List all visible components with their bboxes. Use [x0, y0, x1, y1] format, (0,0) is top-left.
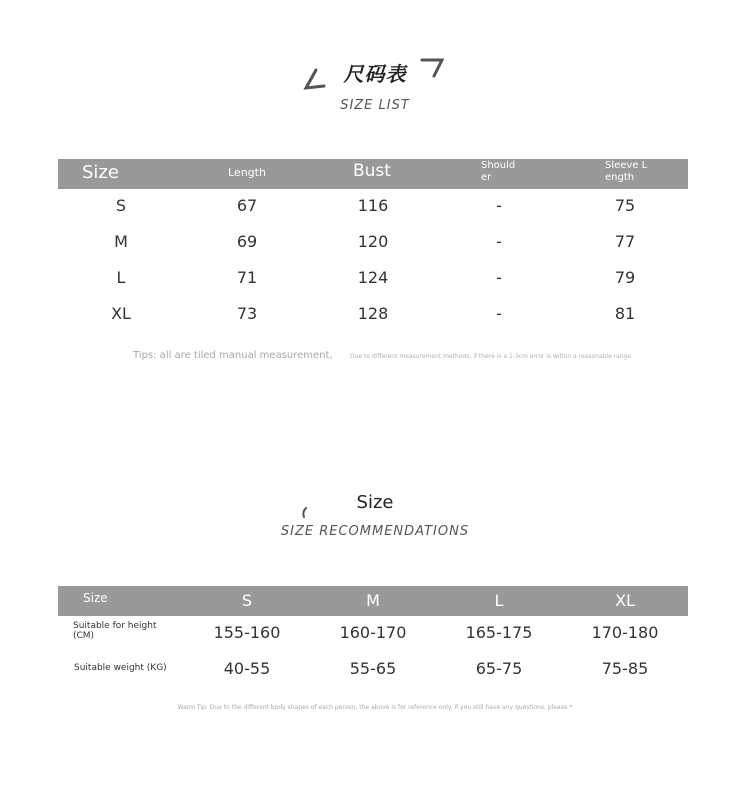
cell-length: 71 — [236, 268, 258, 287]
cell-bust: 128 — [357, 304, 389, 323]
header-m: M — [366, 591, 380, 610]
cell-sleeve: 81 — [614, 304, 636, 323]
cell-shoulder: - — [496, 268, 502, 287]
cell-bust: 124 — [357, 268, 389, 287]
cell-weight-l: 65-75 — [475, 659, 523, 678]
cell-shoulder: - — [496, 196, 502, 215]
cell-length: 67 — [236, 196, 258, 215]
cell-height-m: 160-170 — [339, 623, 407, 642]
size-list-subtitle: SIZE LIST — [340, 98, 410, 113]
cell-sleeve: 75 — [614, 196, 636, 215]
size-table-header — [58, 159, 688, 189]
cell-weight-m: 55-65 — [349, 659, 397, 678]
cell-weight-xl: 75-85 — [601, 659, 649, 678]
table-row — [58, 615, 688, 651]
height-row-label: Suitable for height (CM) — [73, 621, 157, 641]
cell-bust: 116 — [357, 196, 389, 215]
cell-size: L — [116, 268, 126, 287]
cell-size: XL — [111, 304, 131, 323]
size-chart-title: 尺码表 — [343, 62, 407, 86]
cell-length: 73 — [236, 304, 258, 323]
cell-height-xl: 170-180 — [591, 623, 659, 642]
header-xl: XL — [615, 591, 635, 610]
header-size: Size — [83, 591, 108, 605]
cell-sleeve: 77 — [614, 232, 636, 251]
cell-height-s: 155-160 — [213, 623, 281, 642]
header-s: S — [241, 591, 253, 610]
header-bust: Bust — [353, 161, 391, 181]
header-size: Size — [82, 162, 119, 183]
table-row — [58, 296, 688, 332]
cell-size: M — [114, 232, 128, 251]
header-sleeve-length: Sleeve L ength — [605, 160, 648, 183]
cell-shoulder: - — [496, 232, 502, 251]
cell-height-l: 165-175 — [465, 623, 533, 642]
header-l: L — [494, 591, 504, 610]
measurement-tip: Tips: all are tiled manual measurement, — [133, 350, 333, 361]
cell-weight-s: 40-55 — [223, 659, 271, 678]
cell-size: S — [115, 196, 127, 215]
header-shoulder: Should er — [481, 160, 516, 183]
table-row — [58, 260, 688, 296]
cell-shoulder: - — [496, 304, 502, 323]
table-row — [58, 651, 688, 687]
recommendation-table-header — [58, 586, 688, 616]
table-row — [58, 188, 688, 224]
warm-tip: Warm Tip: Due to the different body shapes of each person, the above is for reference only. If you still have any questions, please * — [177, 704, 573, 711]
cell-length: 69 — [236, 232, 258, 251]
measurement-error-note: Due to different measurement methods, if there is a 1-3cm error is within a reasonable range — [350, 353, 632, 360]
size-recommendation-title: Size — [356, 492, 394, 513]
weight-row-label: Suitable weight (KG) — [74, 663, 167, 673]
header-length: Length — [228, 166, 266, 179]
size-recommendations-subtitle: SIZE RECOMMENDATIONS — [280, 524, 470, 539]
cell-sleeve: 79 — [614, 268, 636, 287]
table-row — [58, 224, 688, 260]
cell-bust: 120 — [357, 232, 389, 251]
right-bracket-decoration-icon — [420, 56, 446, 82]
